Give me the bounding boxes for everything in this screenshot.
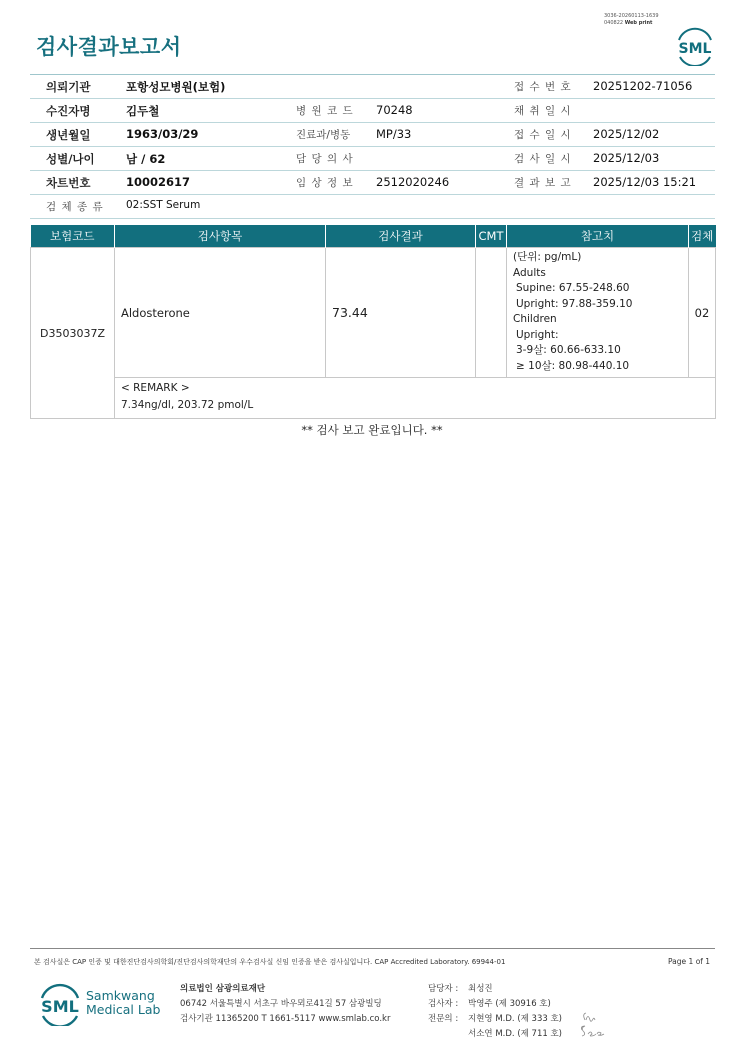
doctor-label: 담 당 의 사 [296,153,354,165]
test-item-cell: Aldosterone [115,248,326,378]
organization-info [180,982,390,1027]
document-id [604,13,659,27]
patient-value: 김두철 [126,104,160,118]
reference-line: Children [513,313,557,325]
specimen-cell: 02 [689,248,716,378]
sml-logo-text: SML [678,41,712,57]
staff-role: 검사자 : [428,999,459,1009]
dept-label: 진료과/병동 [296,129,351,141]
reference-cell [507,248,689,378]
table-row [31,248,716,378]
sex-age-value: 남 / 62 [126,152,166,166]
samkwang-logo-text: SML [41,997,79,1016]
receipt-no-value: 20251202-71056 [593,79,693,93]
reference-line: (단위: pg/mL) [513,251,582,263]
page-number: Page 1 of 1 [668,957,711,966]
web-print-label: Web print [624,20,653,26]
sex-age-label: 성별/나이 [46,152,95,166]
info-row [30,75,715,99]
report-title: 검사결과보고서 [36,35,182,59]
receipt-no-label: 접 수 번 호 [514,81,572,93]
staff-name: 박영주 (제 30916 호) [468,999,551,1009]
info-row [30,99,715,123]
header-test-item: 검사항목 [115,225,326,248]
reference-line: 3-9살: 60.66-633.10 [516,344,621,356]
header-cmt: CMT [476,225,507,248]
test-date-value: 2025/12/03 [593,151,660,165]
reference-line: Upright: 97.88-359.10 [516,297,633,310]
brand-name [86,989,160,1017]
signature-image [578,1008,614,1040]
remark-text: 7.34ng/dl, 203.72 pmol/L [121,399,254,411]
sml-logo [674,26,716,66]
staff-info [428,982,562,1042]
completion-message: ** 검사 보고 완료입니다. ** [301,423,443,437]
header-test-result: 검사결과 [326,225,476,248]
test-result-cell: 73.44 [326,248,476,378]
hospital-code-label: 병 원 코 드 [296,105,354,117]
staff-role: 전문의 : [428,1014,459,1024]
cmt-cell [476,248,507,378]
staff-name: 서소연 M.D. (제 711 호) [468,1029,563,1039]
specimen-value: 02:SST Serum [126,199,201,211]
header-specimen: 검체 [689,225,716,248]
chart-no-label: 차트번호 [46,176,91,190]
remark-row [31,378,716,419]
insurance-code-cell: D3503037Z [31,248,115,419]
brand-line2: Medical Lab [86,1002,161,1017]
reference-line: ≥ 10살: 80.98-440.10 [516,359,630,372]
chart-no-value: 10002617 [126,175,191,189]
dob-label: 생년월일 [46,128,91,142]
patient-info-grid [30,74,715,219]
reference-line: Upright: [516,328,559,341]
organization-address: 06742 서울특별시 서초구 바우뫼로41길 57 삼광빌딩 [180,999,382,1009]
clinical-info-label: 임 상 정 보 [296,177,354,189]
collect-date-label: 채 취 일 시 [514,105,572,117]
staff-name: 지현영 M.D. (제 333 호) [468,1014,563,1024]
hospital-code-value: 70248 [376,103,413,117]
remark-cell [115,378,716,419]
patient-label: 수진자명 [46,104,91,118]
receipt-date-value: 2025/12/02 [593,127,660,141]
receipt-date-label: 접 수 일 시 [514,129,572,141]
staff-name: 최성진 [468,984,493,994]
brand-line1: Samkwang [86,988,155,1003]
report-date-value: 2025/12/03 15:21 [593,175,697,189]
header-insurance-code: 보험코드 [31,225,115,248]
info-row [30,123,715,147]
dob-value: 1963/03/29 [126,127,199,141]
reference-line: Adults [513,266,546,279]
samkwang-logo [36,982,84,1026]
requester-value: 포항성모병원(보험) [126,80,226,94]
remark-title: < REMARK > [121,382,190,394]
requester-label: 의뢰기관 [46,80,91,94]
organization-name: 의료법인 삼광의료재단 [180,984,266,994]
header-reference: 참고치 [507,225,689,248]
info-row [30,195,715,219]
results-table [30,225,716,419]
organization-contact: 검사기관 11365200 T 1661-5117 www.smlab.co.kr [180,1014,391,1024]
reference-line: Supine: 67.55-248.60 [516,282,630,294]
clinical-info-value: 2512020246 [376,175,450,189]
document-id-line2: 040822 [604,20,624,26]
footer-divider [30,948,715,949]
test-date-label: 검 사 일 시 [514,153,572,165]
info-row [30,171,715,195]
report-date-label: 결 과 보 고 [514,177,572,189]
document-id-line1: 3036-20260113-1639 [604,13,659,19]
staff-role: 담당자 : [428,984,459,994]
dept-value: MP/33 [376,127,412,141]
table-header-row [31,225,716,248]
specimen-label: 검 체 종 류 [46,201,104,213]
info-row [30,147,715,171]
accreditation-note: 본 검사실은 CAP 인증 및 대한진단검사의학회/진단검사의학재단의 우수검사실 신임 인증을 받은 검사실입니다. CAP Accredited Laboratory. 69944-01 [34,958,506,966]
